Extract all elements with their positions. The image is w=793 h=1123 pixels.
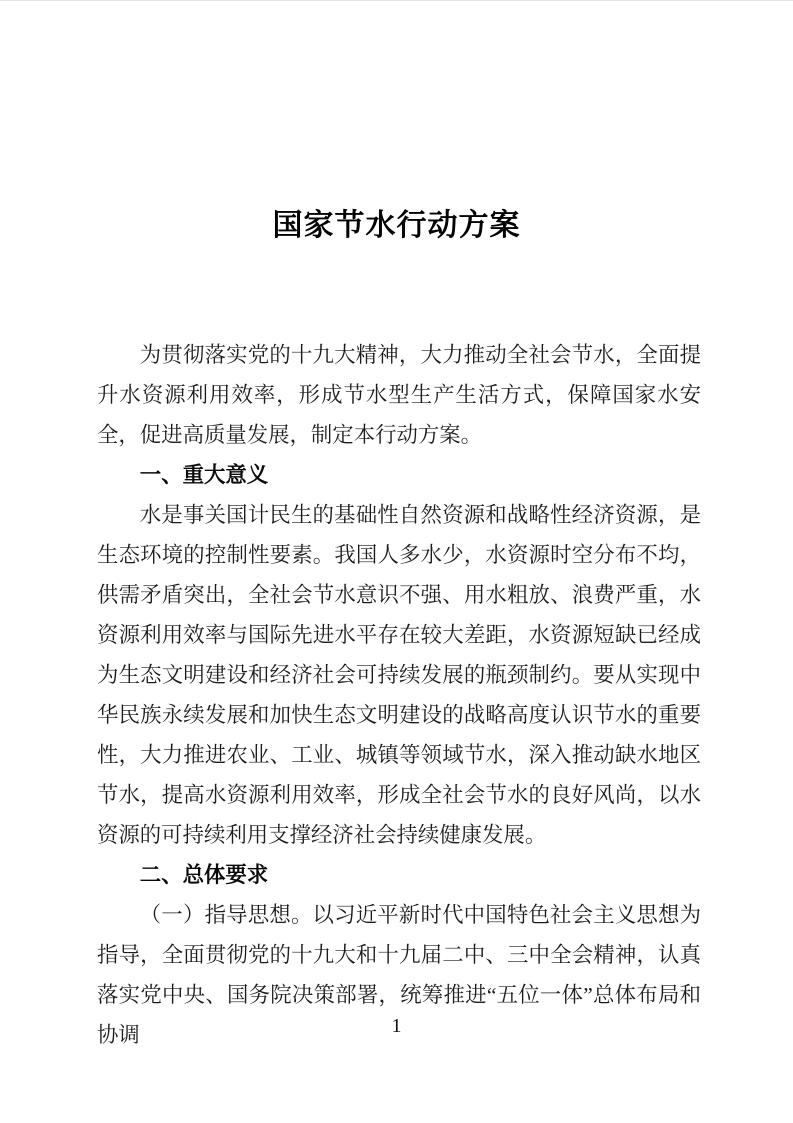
- paragraph-preamble: 为贯彻落实党的十九大精神，大力推动全社会节水，全面提升水资源利用效率，形成节水型生产生活方式，保障国家水安全，促进高质量发展，制定本行动方案。: [97, 343, 701, 447]
- paragraph-guiding-ideology: （一）指导思想。以习近平新时代中国特色社会主义思想为指导，全面贯彻党的十九大和十九届二中、三中全会精神，认真落实党中央、国务院决策部署，统筹推进“五位一体”总体布局和协调: [97, 903, 701, 1047]
- section-heading-2: 二、总体要求: [139, 863, 269, 887]
- section-heading-1: 一、重大意义: [139, 463, 269, 487]
- page-number: 1: [391, 1015, 402, 1037]
- document-title: 国家节水行动方案: [272, 209, 521, 242]
- paragraph-significance: 水是事关国计民生的基础性自然资源和战略性经济资源，是生态环境的控制性要素。我国人多水少，水资源时空分布不均，供需矛盾突出，全社会节水意识不强、用水粗放、浪费严重，水资源利用效率与国际先进水平存在较大差距，水资源短缺已经成为生态文明建设和经济社会可持续发展的瓶颈制约。要从实现中华民族永续发展和加快生态文明建设的战略高度认识节水的重要性，大力推进农业、工业、城镇等领域节水，深入推动缺水地区节水，提高水资源利用效率，形成全社会节水的良好风尚，以水资源的可持续利用支撑经济社会持续健康发展。: [97, 503, 701, 847]
